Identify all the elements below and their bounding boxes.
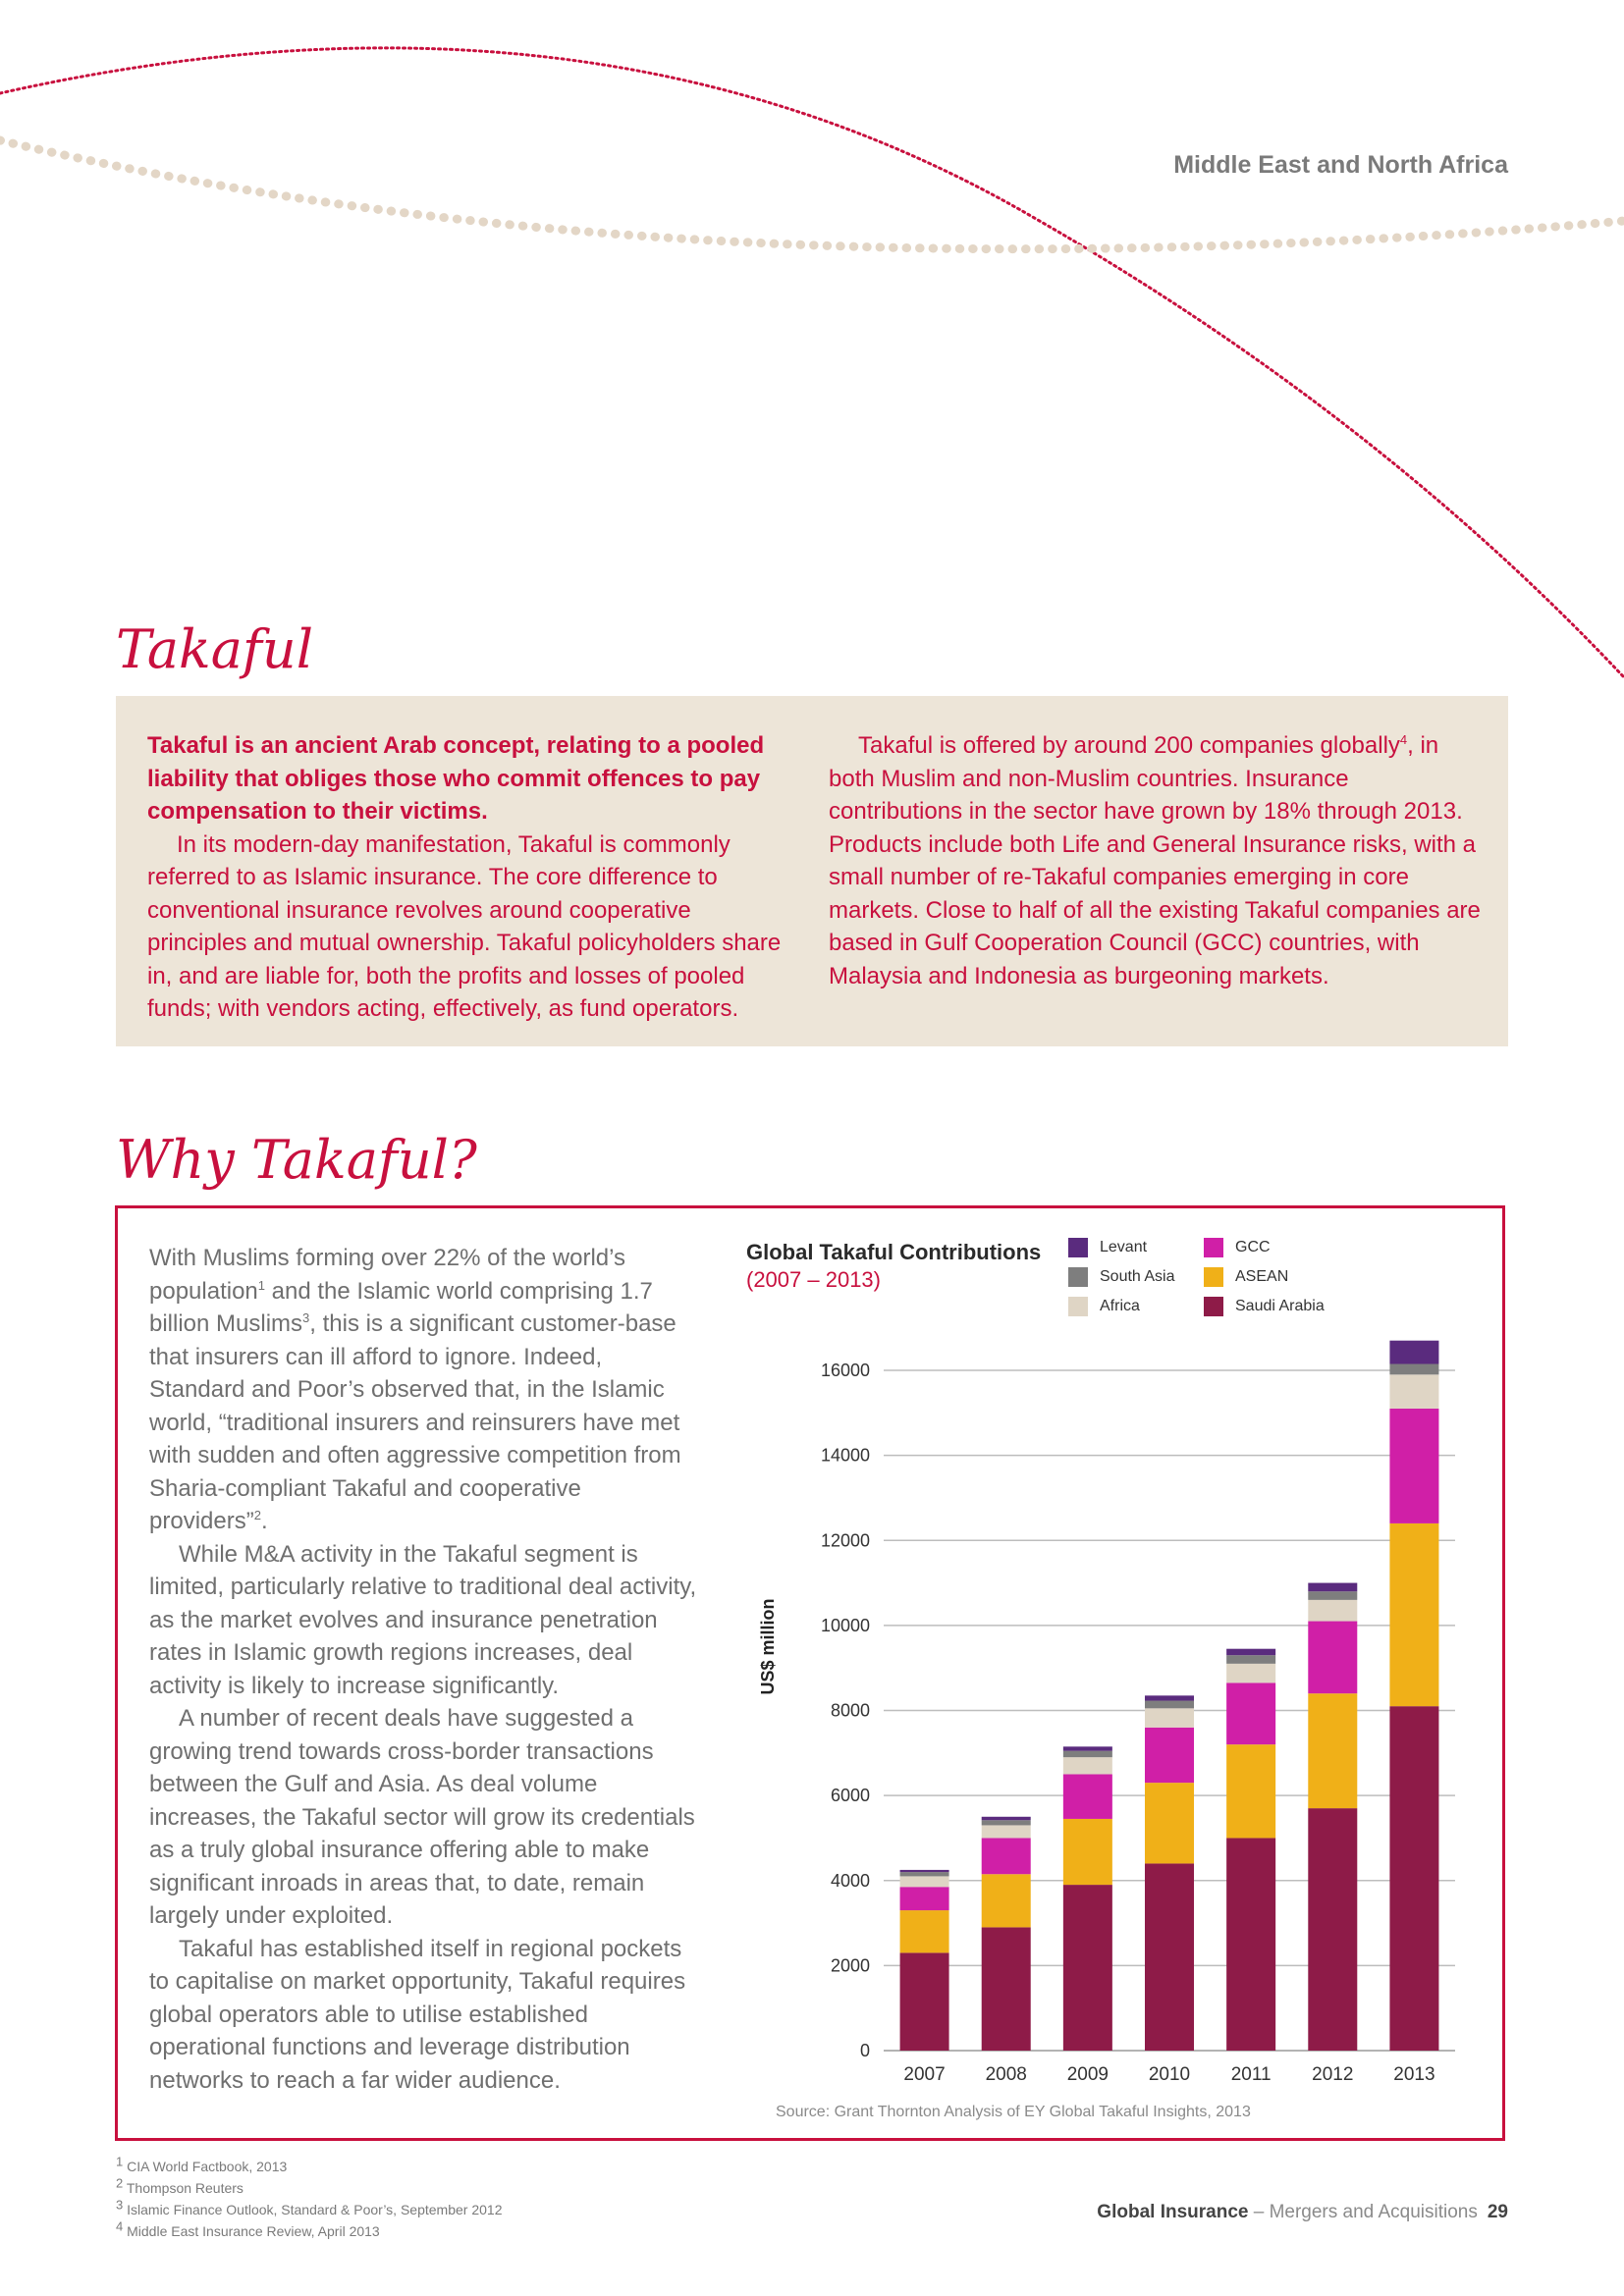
legend-label-gcc: GCC bbox=[1235, 1239, 1271, 1255]
footnotes bbox=[116, 2156, 502, 2242]
chart-source: Source: Grant Thornton Analysis of EY Global Takaful Insights, 2013 bbox=[776, 2104, 1251, 2120]
bar-2008-levant bbox=[982, 1817, 1031, 1820]
x-tick-label-2008: 2008 bbox=[985, 2064, 1027, 2085]
bar-2011-levant bbox=[1226, 1649, 1275, 1655]
y-tick-label-8000: 8000 bbox=[830, 1700, 870, 1721]
bar-2011-asean bbox=[1226, 1744, 1275, 1838]
legend-label-south-asia: South Asia bbox=[1100, 1268, 1175, 1285]
y-tick-label-4000: 4000 bbox=[830, 1870, 870, 1891]
chart-title: Global Takaful Contributions bbox=[746, 1240, 1042, 1264]
takaful-title: Takaful bbox=[116, 618, 313, 680]
bar-2010-africa bbox=[1145, 1708, 1194, 1727]
bar-2013-levant bbox=[1389, 1341, 1438, 1364]
y-tick-label-2000: 2000 bbox=[830, 1955, 870, 1976]
takaful-left-column bbox=[147, 729, 795, 1026]
bar-2010-gcc bbox=[1145, 1728, 1194, 1783]
page-footer: Global Insurance – Mergers and Acquisitions 29 bbox=[1097, 2202, 1508, 2222]
chart-subtitle: (2007 – 2013) bbox=[746, 1267, 881, 1292]
why-takaful-title: Why Takaful? bbox=[116, 1129, 477, 1191]
footnote-3: $^3$ Islamic Finance Outlook, Standard & Poor’s, September 2012 bbox=[116, 2197, 503, 2217]
footnote-2: $^2$ Thompson Reuters bbox=[116, 2175, 244, 2196]
bar-2012-africa bbox=[1308, 1600, 1357, 1622]
bar-2011-africa bbox=[1226, 1664, 1275, 1682]
bar-2011-south-asia bbox=[1226, 1655, 1275, 1664]
x-tick-label-2012: 2012 bbox=[1312, 2064, 1354, 2085]
bar-2013-saudi-arabia bbox=[1389, 1706, 1438, 2051]
bar-2010-south-asia bbox=[1145, 1701, 1194, 1709]
bar-2012-saudi-arabia bbox=[1308, 1808, 1357, 2051]
x-tick-label-2011: 2011 bbox=[1230, 2064, 1272, 2085]
bar-2010-saudi-arabia bbox=[1145, 1863, 1194, 2051]
takaful-lead: Takaful is an ancient Arab concept, relating to a pooled liability that obliges those who commit offences to pay compensation to their victims. bbox=[147, 732, 765, 825]
bar-2012-gcc bbox=[1308, 1622, 1357, 1694]
bar-2013-asean bbox=[1389, 1523, 1438, 1706]
y-tick-label-6000: 6000 bbox=[830, 1786, 870, 1806]
legend-label-asean: ASEAN bbox=[1235, 1268, 1289, 1285]
bar-2007-africa bbox=[900, 1876, 949, 1887]
takaful-paragraph-1: In its modern-day manifestation, Takaful is commonly referred to as Islamic insurance. The core difference to conventional insurance revolves around cooperative principles and mutual ownership. Takaful policyholders share in, and are liable for, both the profits and losses of pooled funds; with vendors acting, effectively, as fund operators. bbox=[147, 830, 782, 1022]
bar-2007-south-asia bbox=[900, 1872, 949, 1876]
bar-2009-gcc bbox=[1063, 1774, 1112, 1818]
x-tick-label-2013: 2013 bbox=[1393, 2064, 1435, 2085]
legend-label-africa: Africa bbox=[1100, 1298, 1140, 1314]
footnote-1: $^1$ CIA World Factbook, 2013 bbox=[116, 2154, 288, 2174]
bar-2007-levant bbox=[900, 1870, 949, 1872]
y-tick-label-16000: 16000 bbox=[820, 1361, 870, 1380]
bar-2012-levant bbox=[1308, 1583, 1357, 1592]
bar-2011-gcc bbox=[1226, 1682, 1275, 1744]
bar-2011-saudi-arabia bbox=[1226, 1838, 1275, 2051]
takaful-contributions-chart bbox=[118, 1208, 1502, 2141]
y-tick-label-10000: 10000 bbox=[820, 1615, 870, 1635]
footer-subtitle: Mergers and Acquisitions bbox=[1269, 2202, 1478, 2222]
bar-2013-gcc bbox=[1389, 1409, 1438, 1523]
section-label: Middle East and North Africa bbox=[1173, 151, 1508, 179]
bar-2009-levant bbox=[1063, 1746, 1112, 1750]
legend-label-levant: Levant bbox=[1100, 1239, 1148, 1255]
bar-2008-africa bbox=[982, 1825, 1031, 1838]
bar-2009-south-asia bbox=[1063, 1751, 1112, 1757]
bar-2012-asean bbox=[1308, 1693, 1357, 1808]
bar-2009-africa bbox=[1063, 1757, 1112, 1774]
bar-2010-levant bbox=[1145, 1695, 1194, 1700]
bar-2007-saudi-arabia bbox=[900, 1952, 949, 2051]
takaful-paragraph-2: Takaful is offered by around 200 companies globally$^4$, in both Muslim and non-Muslim countries. Insurance contributions in the sector have grown by 18% through 2013. Products include both Life and General Insurance risks, with a small number of re-Takaful companies emerging in core markets. Close to half of all the existing Takaful companies are based in Gulf Cooperation Council (GCC) countries, with Malaysia and Indonesia as burgeoning markets. bbox=[829, 732, 1481, 989]
y-tick-label-14000: 14000 bbox=[820, 1445, 870, 1466]
legend-label-saudi-arabia: Saudi Arabia bbox=[1235, 1298, 1325, 1314]
bar-2008-south-asia bbox=[982, 1820, 1031, 1825]
bar-2010-asean bbox=[1145, 1783, 1194, 1863]
y-tick-label-0: 0 bbox=[859, 2041, 870, 2060]
why-paragraph-4: Takaful has established itself in regional pockets to capitalise on market opportunity, Takaful requires global operators able to utilise established operational functions and leverage distribution networks to reach a far wider audience. bbox=[149, 1935, 686, 2094]
takaful-right-column bbox=[829, 729, 1487, 992]
footnote-4: $^4$ Middle East Insurance Review, April 2013 bbox=[116, 2218, 380, 2239]
x-tick-label-2009: 2009 bbox=[1066, 2064, 1109, 2085]
why-takaful-box bbox=[115, 1205, 1505, 2141]
x-tick-label-2010: 2010 bbox=[1148, 2064, 1191, 2085]
why-paragraph-2: While M&A activity in the Takaful segment is limited, particularly relative to traditional deal activity, as the market evolves and insurance penetration rates in Islamic growth regions increases, deal activity is likely to increase significantly. bbox=[149, 1540, 697, 1699]
bar-2013-south-asia bbox=[1389, 1364, 1438, 1375]
takaful-intro-box bbox=[116, 696, 1508, 1046]
bar-2012-south-asia bbox=[1308, 1591, 1357, 1600]
bar-2007-asean bbox=[900, 1910, 949, 1952]
bar-2013-africa bbox=[1389, 1374, 1438, 1409]
bar-2009-saudi-arabia bbox=[1063, 1885, 1112, 2051]
bar-2008-asean bbox=[982, 1874, 1031, 1927]
decorative-dotted-arcs bbox=[0, 0, 1624, 687]
why-paragraph-1: With Muslims forming over 22% of the world’s population$^1$ and the Islamic world comprising 1.7 billion Muslims$^3$, this is a significant customer-base that insurers can ill afford to ignore. Indeed, Standard and Poor’s observed that, in the Islamic world, “traditional insurers and reinsurers have met with sudden and often aggressive competition from Sharia-compliant Takaful and cooperative providers”$^2$. bbox=[149, 1245, 681, 1534]
bar-2007-gcc bbox=[900, 1887, 949, 1910]
y-tick-label-12000: 12000 bbox=[820, 1530, 870, 1551]
why-paragraph-3: A number of recent deals have suggested a growing trend towards cross-border transactions between the Gulf and Asia. As deal volume increases, the Takaful sector will grow its credentials as a truly global insurance offering able to make significant inroads in areas that, to date, remain largely under exploited. bbox=[149, 1705, 695, 1929]
bar-2009-asean bbox=[1063, 1819, 1112, 1885]
bar-2008-gcc bbox=[982, 1838, 1031, 1874]
bar-2008-saudi-arabia bbox=[982, 1927, 1031, 2051]
page-number: 29 bbox=[1487, 2202, 1508, 2222]
footer-publication: Global Insurance bbox=[1097, 2202, 1249, 2222]
y-axis-label: US$ million bbox=[758, 1598, 778, 1695]
x-tick-label-2007: 2007 bbox=[903, 2064, 946, 2085]
